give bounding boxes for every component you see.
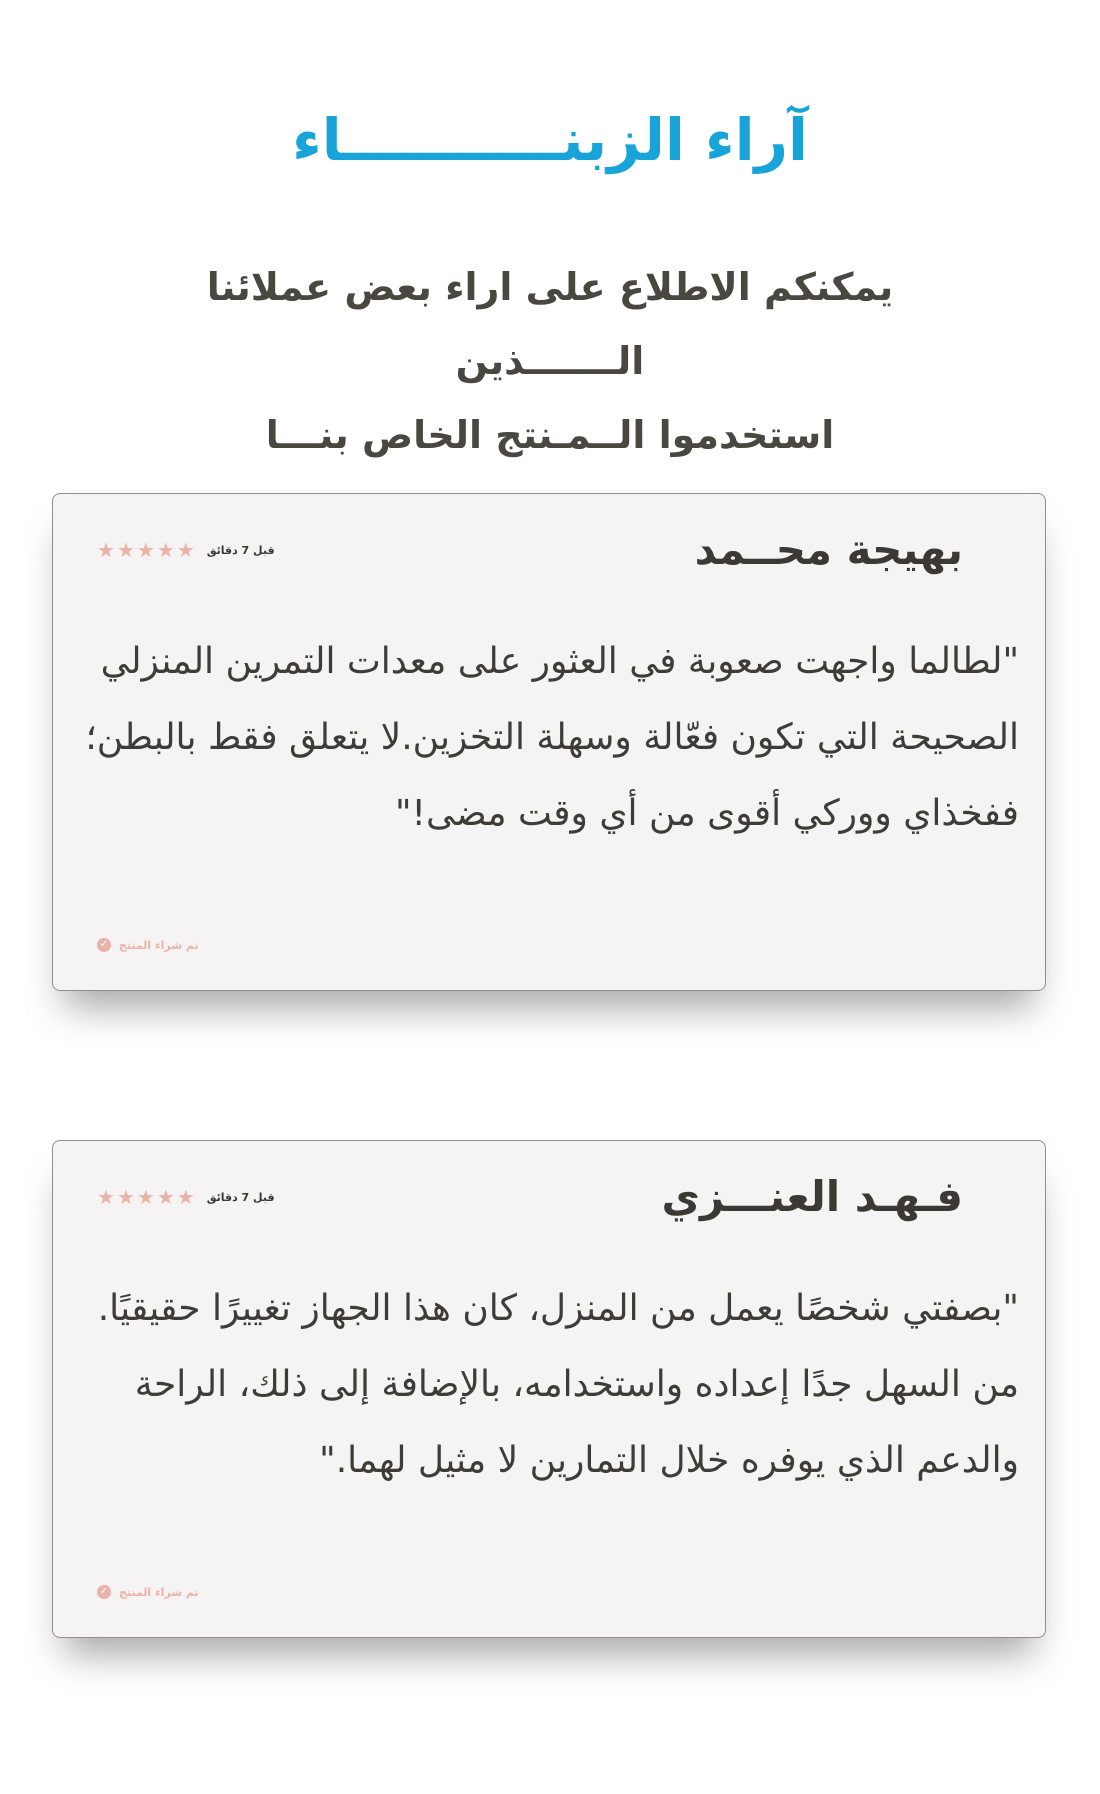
star-icon: ★ [136,1185,155,1209]
verified-label: تم شراء المنتج [119,938,199,952]
subtitle-line-2: استخدموا الــمـنتج الخاص بنـــا [265,413,835,457]
page-title: آراء الزبنـــــــــــاء [292,106,808,174]
star-icon: ★ [97,538,115,562]
check-circle-icon: ✓ [97,938,111,952]
review-text: "لطالما واجهت صعوبة في العثور على معدات التمرين المنزلي الصحيحة التي تكون فعّالة وسهلة التخزين.لا يتعلق فقط بالبطن؛ ففخذاي ووركي أقوى من أي وقت مضى!" [85,641,1019,834]
star-icon: ★ [176,1185,195,1209]
star-icon: ★ [116,538,135,562]
star-rating [97,540,195,560]
reviewer-name: فـهـد العنـــزي [661,1172,963,1221]
verified-purchase [97,1585,199,1599]
review-card [52,1140,1046,1638]
review-text: "بصفتي شخصًا يعمل من المنزل، كان هذا الجهاز تغييرًا حقيقيًا. من السهل جدًا إعداده واستخدامه، بالإضافة إلى ذلك، الراحة والدعم الذي يوفره خلال التمارين لا مثيل لهما." [97,1288,1019,1481]
verified-purchase [97,938,199,952]
star-icon: ★ [116,1185,135,1209]
check-circle-icon: ✓ [97,1585,111,1599]
star-icon: ★ [136,538,155,562]
subtitle-line-1: يمكنكم الاطلاع على اراء بعض عملائنا الـــــــذين [206,265,894,383]
star-icon: ★ [156,1185,175,1209]
reviewer-name: بهيجة محــمد [694,525,963,574]
star-rating [97,1187,195,1207]
star-icon: ★ [176,538,195,562]
review-meta [97,1187,275,1207]
page-subtitle [120,250,980,472]
review-time: قبل 7 دقائق [206,543,275,557]
review-meta [97,540,275,560]
review-time: قبل 7 دقائق [206,1190,275,1204]
verified-label: تم شراء المنتج [119,1585,199,1599]
star-icon: ★ [97,1185,115,1209]
review-card [52,493,1046,991]
star-icon: ★ [156,538,175,562]
